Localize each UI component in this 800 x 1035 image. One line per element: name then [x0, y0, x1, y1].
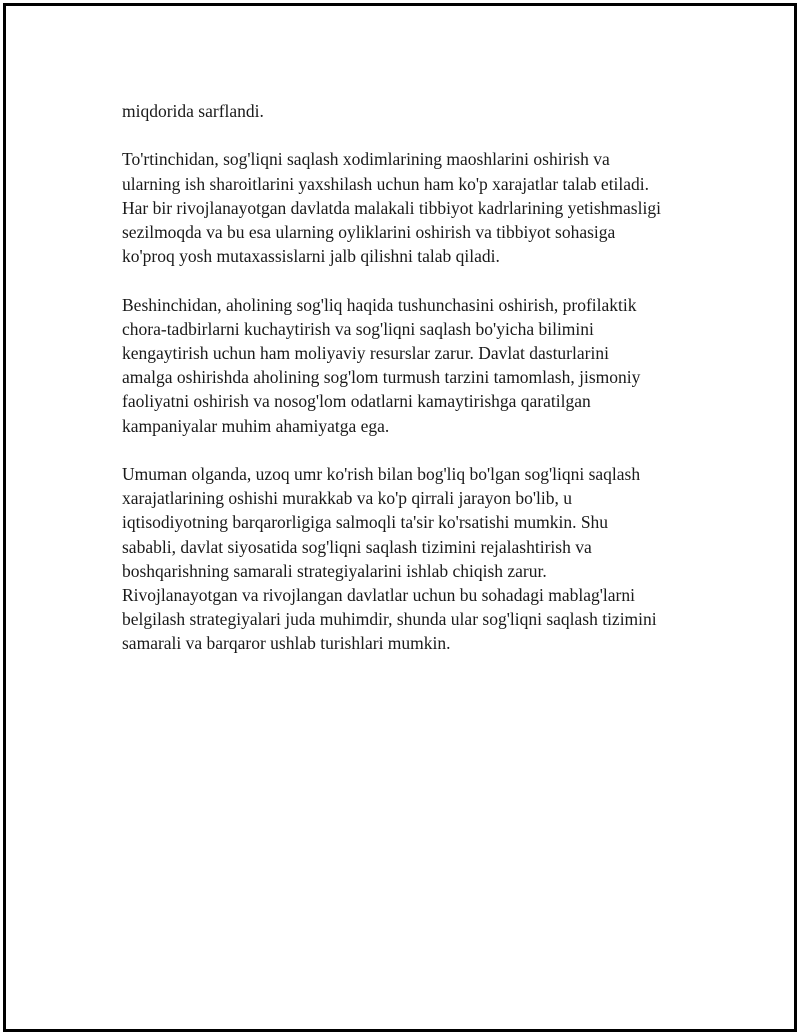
text-line: kengaytirish uchun ham moliyaviy resurslar zarur. Davlat dasturlarini: [122, 343, 609, 363]
text-line: boshqarishning samarali strategiyalarini ishlab chiqish zarur.: [122, 560, 547, 581]
paragraph: [122, 147, 702, 268]
text-line: samarali va barqaror ushlab turishlari mumkin.: [122, 633, 451, 654]
text-line: amalga oshirishda aholining sog'lom turmush tarzini tamomlash, jismoniy: [122, 367, 641, 388]
document-body: [122, 99, 702, 680]
paragraph: [122, 462, 702, 656]
text-line: kampaniyalar muhim ahamiyatga ega.: [122, 415, 390, 436]
text-line: Rivojlanayotgan va rivojlangan davlatlar uchun bu sohadagi mablag'larni: [122, 585, 635, 606]
text-line: iqtisodiyotning barqarorligiga salmoqli ta'sir ko'rsatishi mumkin. Shu: [122, 512, 609, 533]
text-line: To'rtinchidan, sog'liqni saqlash xodimlarining maoshlarini oshirish va: [122, 149, 610, 170]
page-frame: [3, 3, 797, 1032]
paragraph: [122, 293, 702, 438]
text-line: Beshinchidan, aholining sog'liq haqida tushunchasini oshirish, profilaktik: [122, 294, 637, 315]
text-line: chora-tadbirlarni kuchaytirish va sog'liqni saqlash bo'yicha bilimini: [122, 318, 594, 339]
text-line: belgilash strategiyalari juda muhimdir, shunda ular sog'liqni saqlash tizimini: [122, 609, 657, 630]
text-line: miqdorida sarflandi.: [122, 101, 264, 121]
paragraph: [122, 99, 702, 123]
text-line: Har bir rivojlanayotgan davlatda malakali tibbiyot kadrlarining yetishmasligi: [122, 197, 661, 218]
text-line: ko'proq yosh mutaxassislarni jalb qilishni talab qiladi.: [122, 246, 500, 267]
text-line: faoliyatni oshirish va nosog'lom odatlarni kamaytirishga qaratilgan: [122, 391, 591, 412]
text-line: ularning ish sharoitlarini yaxshilash uchun ham ko'p xarajatlar talab etiladi.: [122, 173, 650, 194]
text-line: sezilmoqda va bu esa ularning oyliklarini oshirish va tibbiyot sohasiga: [122, 222, 616, 242]
text-line: Umuman olganda, uzoq umr ko'rish bilan bog'liq bo'lgan sog'liqni saqlash: [122, 464, 641, 484]
text-line: xarajatlarining oshishi murakkab va ko'p qirrali jarayon bo'lib, u: [122, 488, 573, 509]
text-line: sababli, davlat siyosatida sog'liqni saqlash tizimini rejalashtirish va: [122, 536, 592, 557]
